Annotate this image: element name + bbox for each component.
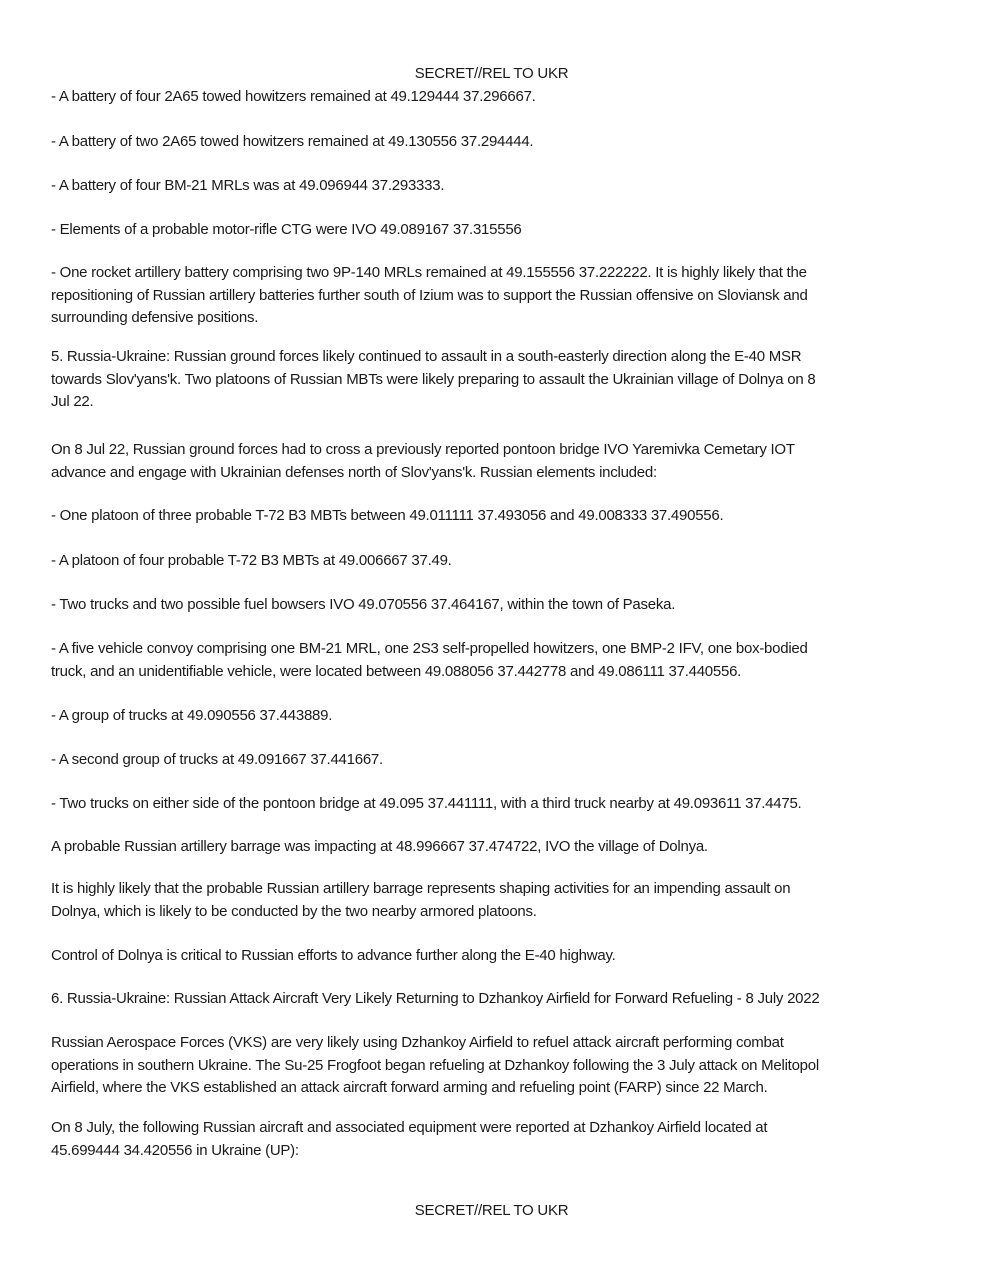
- paragraph: [51, 550, 941, 573]
- paragraph-line: - A battery of four BM-21 MRLs was at 49.096944 37.293333.: [51, 177, 445, 194]
- paragraph-line: - Two trucks on either side of the pontoon bridge at 49.095 37.441111, with a third truck nearby at 49.093611 37.4475.: [51, 795, 802, 812]
- paragraph-line: Dolnya, which is likely to be conducted by the two nearby armored platoons.: [51, 902, 537, 920]
- paragraph: [51, 878, 941, 923]
- paragraph-line: truck, and an unidentifiable vehicle, were located between 49.088056 37.442778 and 49.086111 37.440556.: [51, 662, 742, 680]
- paragraph-line: On 8 July, the following Russian aircraft and associated equipment were reported at Dzhankoy Airfield located at: [51, 1119, 768, 1136]
- paragraph: [51, 594, 941, 617]
- paragraph-line: - Elements of a probable motor-rifle CTG were IVO 49.089167 37.315556: [51, 221, 522, 238]
- paragraph-line: Russian Aerospace Forces (VKS) are very likely using Dzhankoy Airfield to refuel attack aircraft performing combat: [51, 1034, 784, 1051]
- paragraph: [51, 131, 941, 154]
- paragraph: [51, 439, 941, 484]
- paragraph-line: - Two trucks and two possible fuel bowsers IVO 49.070556 37.464167, within the town of Paseka.: [51, 596, 676, 613]
- paragraph-line: - One rocket artillery battery comprising two 9P-140 MRLs remained at 49.155556 37.222222. It is highly likely that the: [51, 264, 807, 281]
- paragraph-line: surrounding defensive positions.: [51, 309, 259, 326]
- paragraph: [51, 86, 941, 109]
- paragraph-line: advance and engage with Ukrainian defenses north of Slov'yans'k. Russian elements included:: [51, 463, 657, 481]
- paragraph-line: - A group of trucks at 49.090556 37.443889.: [51, 707, 333, 724]
- paragraph: [51, 988, 941, 1011]
- paragraph: [51, 262, 941, 330]
- paragraph-line: repositioning of Russian artillery batteries further south of Izium was to support the Russian offensive on Sloviansk and: [51, 286, 808, 304]
- paragraph-line: - A battery of two 2A65 towed howitzers remained at 49.130556 37.294444.: [51, 133, 534, 150]
- paragraph-line: Jul 22.: [51, 393, 94, 410]
- paragraph: [51, 1117, 941, 1162]
- paragraph: [51, 346, 941, 414]
- paragraph: [51, 638, 941, 683]
- paragraph-line: It is highly likely that the probable Russian artillery barrage represents shaping activities for an impending assault on: [51, 880, 791, 897]
- paragraph: [51, 175, 941, 198]
- paragraph-line: - A five vehicle convoy comprising one BM-21 MRL, one 2S3 self-propelled howitzers, one BMP-2 IFV, one box-bodied: [51, 640, 808, 657]
- paragraph: [51, 219, 941, 242]
- paragraph: [51, 505, 941, 528]
- paragraph: [51, 836, 941, 859]
- paragraph-line: - A platoon of four probable T-72 B3 MBTs at 49.006667 37.49.: [51, 552, 452, 569]
- paragraph-line: 6. Russia-Ukraine: Russian Attack Aircraft Very Likely Returning to Dzhankoy Airfield for Forward Refueling - 8 July 2022: [51, 990, 820, 1007]
- paragraph-line: towards Slov'yans'k. Two platoons of Russian MBTs were likely preparing to assault the Ukrainian village of Dolnya on 8: [51, 370, 816, 388]
- paragraph-line: Control of Dolnya is critical to Russian efforts to advance further along the E-40 highway.: [51, 947, 616, 964]
- classification-footer: SECRET//REL TO UKR: [414, 1202, 569, 1219]
- paragraph-line: 5. Russia-Ukraine: Russian ground forces likely continued to assault in a south-easterly direction along the E-40 MSR: [51, 348, 802, 365]
- paragraph-line: A probable Russian artillery barrage was impacting at 48.996667 37.474722, IVO the village of Dolnya.: [51, 838, 708, 855]
- paragraph: [51, 793, 941, 816]
- classification-header: SECRET//REL TO UKR: [414, 65, 569, 82]
- paragraph-line: - One platoon of three probable T-72 B3 MBTs between 49.011111 37.493056 and 49.008333 37.490556.: [51, 507, 724, 524]
- paragraph-line: operations in southern Ukraine. The Su-25 Frogfoot began refueling at Dzhankoy following the 3 July attack on Melitopol: [51, 1056, 819, 1074]
- paragraph-line: On 8 Jul 22, Russian ground forces had to cross a previously reported pontoon bridge IVO Yaremivka Cemetary IOT: [51, 441, 795, 458]
- paragraph: [51, 705, 941, 728]
- paragraph: [51, 749, 941, 772]
- paragraph-line: - A battery of four 2A65 towed howitzers remained at 49.129444 37.296667.: [51, 88, 536, 105]
- paragraph: [51, 945, 941, 968]
- paragraph-line: Airfield, where the VKS established an attack aircraft forward arming and refueling point (FARP) since 22 March.: [51, 1079, 768, 1096]
- paragraph: [51, 1032, 941, 1100]
- paragraph-line: 45.699444 34.420556 in Ukraine (UP):: [51, 1141, 299, 1159]
- paragraph-line: - A second group of trucks at 49.091667 37.441667.: [51, 751, 383, 768]
